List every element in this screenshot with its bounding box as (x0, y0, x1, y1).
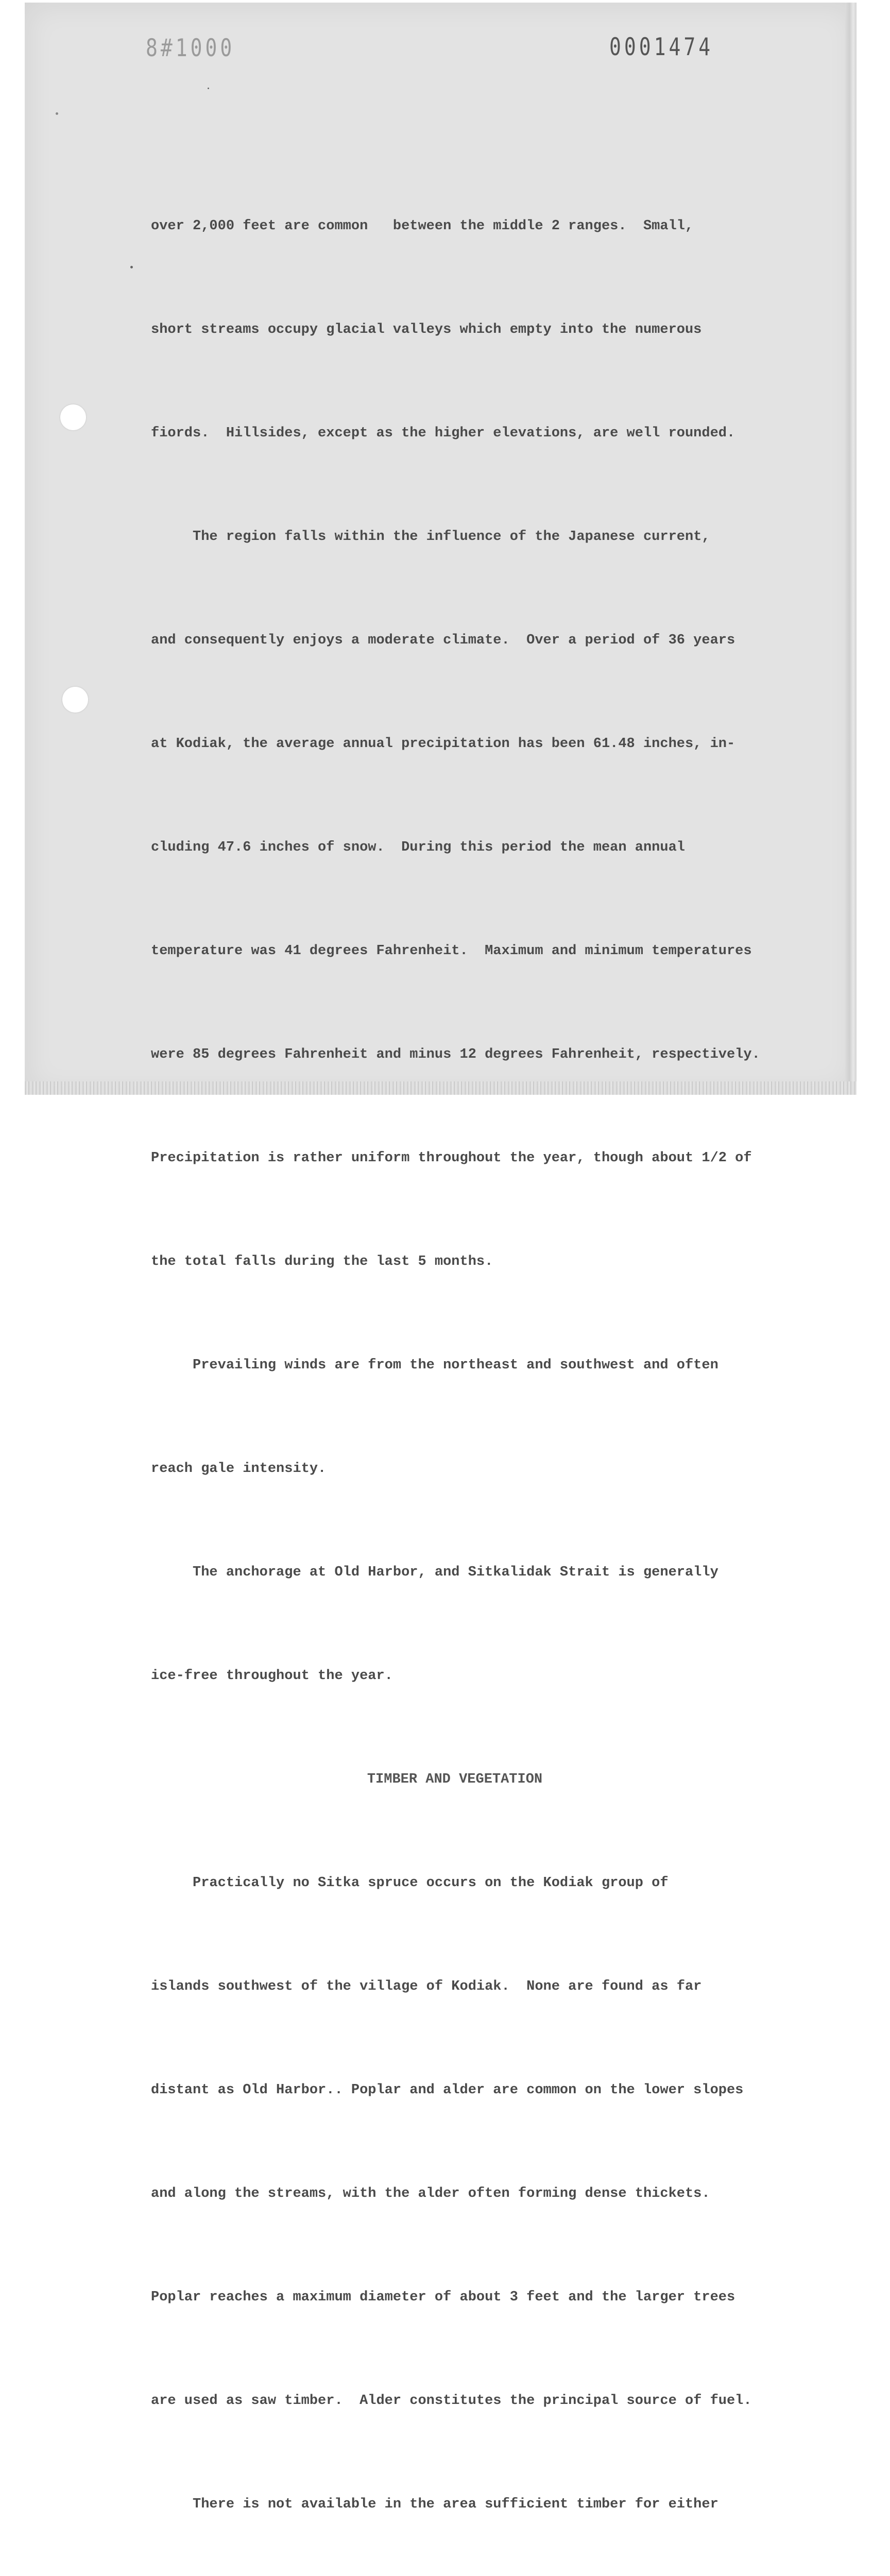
scan-right-edge (845, 3, 857, 1095)
text-line: distant as Old Harbor.. Poplar and alder are common on the lower slopes (151, 2082, 744, 2098)
speck (130, 266, 133, 268)
text-line: The anchorage at Old Harbor, and Sitkalidak Strait is generally (151, 1565, 718, 1580)
document-body (151, 140, 784, 2576)
section-heading: TIMBER AND VEGETATION (367, 1772, 543, 1787)
text-line: the total falls during the last 5 months. (151, 1254, 493, 1269)
text-line: There is not available in the area sufficient timber for either (151, 2497, 718, 2512)
text-line: fiords. Hillsides, except as the higher elevations, are well rounded. (151, 426, 735, 441)
text-line: and consequently enjoys a moderate climate. Over a period of 36 years (151, 633, 735, 648)
text-line: were 85 degrees Fahrenheit and minus 12 degrees Fahrenheit, respectively. (151, 1047, 760, 1062)
file-stamp-left: 8#1000 (146, 33, 235, 62)
text-line: over 2,000 feet are common between the middle 2 ranges. Small, (151, 218, 694, 234)
text-line: Precipitation is rather uniform throughout the year, though about 1/2 of (151, 1150, 752, 1166)
speck (56, 112, 58, 115)
text-line: ice-free throughout the year. (151, 1668, 393, 1684)
text-line: Practically no Sitka spruce occurs on the Kodiak group of (151, 1875, 669, 1891)
page-number-stamp: 0001474 (609, 32, 714, 61)
text-line: temperature was 41 degrees Fahrenheit. Maximum and minimum temperatures (151, 943, 752, 959)
punch-hole-lower (62, 687, 88, 713)
text-line: islands southwest of the village of Kodiak. None are found as far (151, 1979, 702, 1994)
text-line: Prevailing winds are from the northeast and southwest and often (151, 1358, 718, 1373)
text-line: are used as saw timber. Alder constitutes the principal source of fuel. (151, 2393, 752, 2409)
text-line: and along the streams, with the alder often forming dense thickets. (151, 2186, 710, 2201)
text-line: at Kodiak, the average annual precipitation has been 61.48 inches, in- (151, 736, 735, 752)
text-line: The region falls within the influence of the Japanese current, (151, 529, 710, 545)
text-line: Poplar reaches a maximum diameter of about 3 feet and the larger trees (151, 2290, 735, 2305)
text-line: reach gale intensity. (151, 1461, 327, 1477)
text-line: short streams occupy glacial valleys which empty into the numerous (151, 322, 702, 337)
speck (208, 88, 209, 89)
text-line: cluding 47.6 inches of snow. During this period the mean annual (151, 840, 685, 855)
punch-hole-upper (60, 404, 86, 430)
